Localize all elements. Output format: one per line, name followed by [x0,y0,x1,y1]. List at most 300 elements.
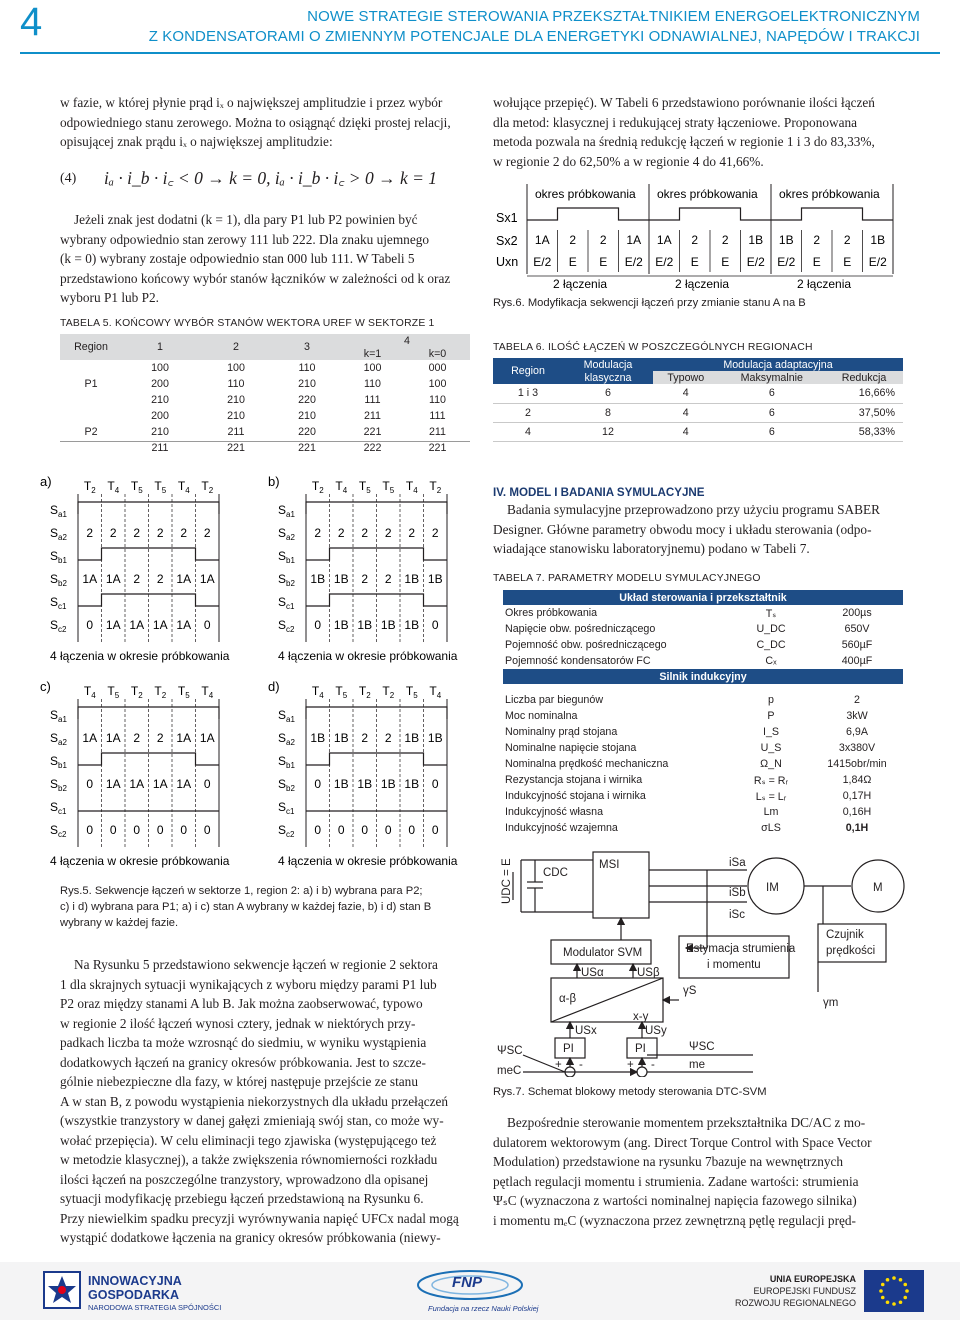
fig5-state-cell: 1B [404,777,420,791]
fig6-uxn-cell: E/2 [533,255,552,269]
table-cell: 37,50% [858,406,895,419]
me-feedback-label: me [689,1059,705,1071]
text-line: dulatorem wektorowym (ang. Direct Torque Control with Space Vector [493,1134,872,1150]
table-cell: 110 [428,394,447,406]
fig5-state-cell: 0 [109,823,117,837]
table-cell: Liczba par biegunów [505,694,604,706]
fig5-state-cell: 0 [431,618,439,632]
fig5-state-cell: 0 [384,823,392,837]
fig5-row-label: $S_{a1}$ [278,503,295,519]
fig5-row-label: $S_{b2}$ [278,572,295,588]
x-y-label: x-y [633,1011,649,1023]
table-cell: 6,9A [846,726,868,738]
equation-number: (4) [60,171,77,186]
table-cell: 650V [844,623,870,635]
text-line: metoda pozwala na średnią redukcję łączeń w regionie 1 i 3 do 83,33%, [493,134,875,149]
ig-line3: NARODOWA STRATEGIA SPÓJNOŚCI [88,1303,222,1312]
table5-header: 1 [157,341,163,353]
eu-star-icon [899,1278,903,1282]
msi-label: MSI [599,859,620,871]
fig5-state-cell: 2 [133,526,141,540]
table-cell: C_DC [756,639,786,651]
table5-header-region: Region [74,341,108,353]
fig5-state-cell: 2 [86,526,94,540]
header-rule [20,52,940,54]
fig5-state-cell: 2 [133,572,141,586]
fnp-subtitle: Fundacja na rzecz Nauki Polskiej [428,1304,539,1313]
fig5-transistor-label: $T_5$ [335,684,348,700]
fig5-state-cell: 2 [431,526,439,540]
table-cell: 111 [364,394,381,406]
text-line: przedstawiono końcowy wybór stanów łączników w zależności od k oraz [60,270,451,286]
caption-line: c) i d) wybrana para P1; a) i c) stan A wybrany w każdej fazie, b) i d) stan B [60,901,432,913]
fig5-transistor-label: $T_2$ [154,684,167,700]
fig5-panel-footer: 4 łączenia w okresie próbkowania [50,854,230,868]
fig5-state-cell: 2 [180,526,188,540]
fig5-state-cell: 1B [404,572,420,586]
fig5-panel-footer: 4 łączenia w okresie próbkowania [278,649,458,663]
fig5-state-cell: 1B [333,731,349,745]
table-cell: 210 [227,394,245,406]
fig6-uxn-cell: E [812,255,821,269]
text-line: Badania symulacyjne przeprowadzono przy użyciu programu SABER [507,502,880,517]
table-cell: Pojemność obw. pośredniczącego [505,639,667,651]
fig5-row-label: $S_{c2}$ [50,618,67,634]
table-cell: 210 [151,394,169,406]
fig6-sx2-cell: 2 [843,233,851,247]
fig6-sx2-cell: 2 [599,233,607,247]
fig5-transistor-label: $T_4$ [429,684,442,700]
fig5-state-cell: 1A [105,572,121,586]
fig6-sx2-cell: 1A [534,233,550,247]
ig-line1: INNOWACYJNA [88,1274,182,1288]
fig6-sx2-cell: 1B [870,233,886,247]
fig5-state-cell: 0 [431,823,439,837]
fig5-state-cell: 1A [152,618,168,632]
fig5-transistor-label: $T_4$ [201,684,214,700]
table5-group-label: P2 [84,426,98,438]
fig5-state-cell: 1B [427,572,443,586]
fig6-row-label: Sx1 [496,211,518,225]
table-cell: 110 [298,362,316,374]
table-cell: 211 [363,410,382,422]
text-line: gólnie niebezpieczne dla fazy, w której następuje przejście ze stanu [60,1074,418,1089]
text-line: A w stan B, z powodu wystąpienia niekorzystnych dla układu przełączeń [60,1093,449,1109]
cdc-label: CDC [543,867,568,879]
psisc-feedback-label: ΨSC [689,1041,715,1053]
fig5-state-cell: 0 [180,823,188,837]
table-cell: 12 [602,425,614,438]
table7-section: Silnik indukcyjny [659,670,747,683]
figure7 [493,842,913,1077]
table-cell: P [767,710,775,722]
fig5-state-cell: 2 [314,526,322,540]
header-title-line1: NOWE STRATEGIE STEROWANIA PRZEKSZTAŁTNIKIEM ENERGOELEKTRONICZNYM [307,8,920,25]
fig5-waveform [306,707,447,719]
eu-star-icon [892,1302,896,1306]
text-line: Designer. Główne parametry obwodu mocy i układu sterowania (odpo- [493,521,872,537]
table-cell: 210 [151,426,169,438]
table-cell: 1415obr/min [827,758,887,770]
fig5-state-cell: 0 [156,823,164,837]
text-line: odpowiedniego stanu zerowego. Można to osiągnąć dzięki prostej relacji, [60,114,451,130]
table-cell: 200µs [842,607,872,619]
fig5-row-label: $S_{a2}$ [50,731,67,747]
caption-line: Rys.5. Sekwencje łączeń w sektorze 1, region 2: a) i b) wybrana para P2; [60,885,423,897]
fig5-transistor-label: $T_4$ [311,684,324,700]
fig5-state-cell: 1A [176,618,192,632]
text-line: wiadające stanowisku laboratoryjnemu) podano w Tabeli 7. [493,541,810,556]
table-cell: U_DC [756,623,786,635]
fig5-state-cell: 1B [333,572,349,586]
fig5-transistor-label: $T_2$ [201,479,214,495]
fig5-state-cell: 2 [384,572,392,586]
fig5-row-label: $S_{c1}$ [50,595,67,611]
table-cell: 100 [363,362,382,374]
text-line: sytuacji modyfikację przebiegu łączeń przedstawioną na Rysunku 6. [60,1191,424,1206]
table5-group-label: P1 [84,378,98,390]
fig6-sx1-waveform [527,208,893,220]
fig5-row-label: $S_{b1}$ [50,754,67,770]
fig5-state-cell: 1B [404,731,420,745]
table-cell: 220 [298,426,316,438]
fig5-panel-tag: a) [40,474,52,489]
fig5-transistor-label: $T_5$ [107,684,120,700]
fig5-state-cell: 2 [384,526,392,540]
text-line: w metodzie klasycznej), a także zwiększenia równomierności rozkładu [60,1152,438,1167]
text-line: Modulation) przedstawione na rysunku 7bazuje na wewnętrznych [493,1154,844,1169]
table6-header: Redukcja [825,371,903,384]
text-line: wystąpić dodatkowe łączenia na granicy okresów próbkowania (niewy- [60,1230,441,1245]
sum-junction-torque [637,1067,647,1077]
table-cell: Tₛ [765,607,777,620]
figure5 [40,472,480,872]
text-line: (k = 0) wybrany zostaje odpowiednio stan 000 lub 111. W Tabeli 5 [60,251,415,266]
fig5-row-label: $S_{b2}$ [50,572,67,588]
usy-label: USy [645,1025,667,1037]
fig6-sx2-cell: 2 [569,233,577,247]
estimation-label-line1: Estymacja strumienia [686,943,796,955]
table-cell: 221 [298,442,316,454]
alpha-beta-label: α-β [559,993,577,1005]
ig-line2: GOSPODARKA [88,1288,179,1302]
table-cell: 0,17H [842,790,872,802]
fig5-row-label: $S_{b1}$ [50,549,67,565]
table6-header-region: Region [493,358,563,384]
table-cell: Okres próbkowania [505,607,598,619]
table5-bottom-rule [60,441,470,442]
table-cell: 6 [768,387,775,400]
fig6-uxn-cell: E [843,255,852,269]
fig5-transistor-label: $T_2$ [358,684,371,700]
table-cell: Lm [763,806,779,818]
table7-section: Układ sterowania i przekształtnik [619,591,787,604]
paragraph-intro [60,93,470,152]
fig5-state-cell: 0 [203,823,211,837]
fig5-row-label: $S_{b2}$ [50,777,67,793]
fig5-state-cell: 1A [176,572,192,586]
table-cell: 100 [428,378,447,390]
sensor-label-line2: prędkości [826,945,876,957]
table-cell: Indukcyjność wzajemna [505,822,618,834]
fig5-row-label: $S_{a2}$ [50,526,67,542]
table6-header: klasyczna [563,371,653,384]
fig6-uxn-cell: E [599,255,608,269]
table-cell: 221 [363,426,382,438]
isc-label: iSc [729,909,745,921]
fnp-label: FNP [452,1274,482,1291]
table-cell: 210 [298,410,316,422]
paragraph-section4 [493,500,903,559]
fig5-row-label: $S_{a2}$ [278,526,295,542]
fig6-uxn-cell: E [568,255,577,269]
fig6-uxn-cell: E [690,255,699,269]
fig6-sx2-cell: 2 [721,233,729,247]
fig5-state-cell: 1A [105,618,121,632]
table-cell: Rezystancja stojana i wirnika [505,774,643,786]
estimation-label-line2: i momentu [707,959,761,971]
fig5-state-cell: 1A [129,777,145,791]
fig5-state-cell: 2 [408,526,416,540]
paragraph-sign-rule [60,210,470,308]
table-cell: Nominalna prędkość mechaniczna [505,758,669,770]
eu-line1: UNIA EUROPEJSKA [769,1274,856,1284]
fig5-state-cell: 2 [337,526,345,540]
fig5-transistor-label: $T_2$ [83,479,96,495]
fig5-state-cell: 2 [203,526,211,540]
fig5-state-cell: 2 [109,526,117,540]
table7-caption: TABELA 7. PARAMETRY MODELU SYMULACYJNEGO [493,573,761,584]
caption-line: wybrany w każdej fazie. [60,917,179,929]
table-cell: 4 [682,387,689,400]
table-cell: 211 [428,426,447,438]
table-cell: U_S [760,742,782,754]
fig5-state-cell: 1A [152,777,168,791]
fig5-row-label: $S_{b1}$ [278,754,295,770]
table-cell: 0,16H [842,806,872,818]
table-cell: 16,66% [858,387,895,400]
fig5-transistor-label: $T_5$ [154,479,167,495]
fig5-state-cell: 1A [199,572,215,586]
fig5-state-cell: 1A [129,618,145,632]
table-cell: 3x380V [838,742,876,754]
minus-sign: - [651,1059,655,1071]
eu-line3: ROZWOJU REGIONALNEGO [734,1298,856,1308]
table5 [60,334,470,456]
text-line: padkach liczba ta może wzrosnąć do siedmiu, w wyniku wystąpienia [60,1035,427,1050]
pi1-label: PI [563,1043,574,1055]
fig5-row-label: $S_{c2}$ [50,823,67,839]
eu-star-icon [905,1289,909,1293]
fig6-uxn-cell: E [721,255,730,269]
minus-sign: - [579,1059,583,1071]
fig6-sx2-cell: 1A [626,233,642,247]
fig5-transistor-label: $T_4$ [107,479,120,495]
fig6-switch-label: 2 łączenia [675,277,730,291]
paragraph-figure5-discussion [60,955,470,1248]
text-line: wołać przepięcia). W celu eliminacji tego zjawiska (występującego też [60,1132,437,1148]
fig5-transistor-label: $T_5$ [358,479,371,495]
fig5-state-cell: 1B [427,731,443,745]
paragraph-table6-intro [493,93,903,171]
fig5-row-label: $S_{a2}$ [278,731,295,747]
fig6-window-label: okres próbkowania [657,187,758,201]
table5-header: k=1 [363,347,382,360]
table-cell: 110 [227,378,245,390]
psisc-ref-label: ΨSC [497,1045,523,1057]
table-cell: 400µF [841,655,873,667]
fig5-transistor-label: $T_4$ [177,479,190,495]
fig5-state-cell: 2 [133,731,141,745]
fig5-state-cell: 1A [105,731,121,745]
m-label: M [873,882,883,894]
text-line: Jeżeli znak jest dodatni (k = 1), dla pary P1 lub P2 powinien być [74,212,418,227]
fig5-row-label: $S_{b1}$ [278,549,295,565]
table-cell: 221 [428,442,447,454]
isb-label: iSb [729,887,746,899]
table-cell: Indukcyjność własna [505,806,604,818]
text-line: Przy niewielkim spadku precyzji wyrównywania napięć UFCx nadal mogą [60,1210,459,1226]
text-line: ilości łączeń na poszczególne tranzystory, wprowadzono dla opisanej [60,1171,429,1187]
fig5-state-cell: 1B [333,618,349,632]
fig5-state-cell: 2 [156,572,164,586]
fig6-uxn-cell: E/2 [777,255,796,269]
fig6-uxn-cell: E/2 [746,255,765,269]
fig5-transistor-label: $T_5$ [130,479,143,495]
im-label: IM [766,882,779,894]
table-cell: Nominalne napięcie stojana [505,742,637,754]
table-cell: 1 i 3 [517,387,539,400]
text-line: dodatkowych łączeń na granicy okresów próbkowania. Jest to szcze- [60,1054,426,1070]
isa-label: iSa [729,857,746,869]
fig5-transistor-label: $T_2$ [382,684,395,700]
fig5-state-cell: 1B [380,618,396,632]
section-title: IV. MODEL I BADANIA SYMULACYJNE [493,486,705,499]
table-cell: 58,33% [858,425,895,438]
usx-label: USx [575,1025,597,1037]
fig5-state-cell: 0 [203,618,211,632]
fig5-waveform [306,502,447,514]
table-cell: 111 [429,410,446,422]
fig5-state-cell: 1B [404,618,420,632]
table-cell: σLS [761,822,781,834]
fig5-state-cell: 1A [105,777,121,791]
table-cell: 6 [605,387,611,400]
fig5-transistor-label: $T_2$ [429,479,442,495]
paragraph-dtc-svm [493,1113,903,1230]
table-cell: 2 [854,694,860,706]
fig5-row-label: $S_{c2}$ [278,823,295,839]
table-cell: Pojemność kondensatorów FC [505,655,651,667]
table-cell: 100 [227,362,245,374]
fig5-state-cell: 2 [156,526,164,540]
text-line: P2 oraz między stanami A lub B. Jak można zaobserwować, typowo [60,996,423,1011]
fig5-state-cell: 1A [199,731,215,745]
fig5-panel-tag: c) [40,679,51,694]
table5-header: k=0 [428,347,447,360]
eu-star-icon [886,1278,890,1282]
gamma-m-label: γm [823,997,839,1009]
fig5-state-cell: 1B [310,572,326,586]
fig5-row-label: $S_{a1}$ [50,708,67,724]
table6 [493,358,903,442]
fig6-sx2-cell: 2 [691,233,699,247]
table-cell: 560µF [841,639,873,651]
text-line: w fazie, w której płynie prąd iₓ o największej amplitudzie i przez wybór [60,95,443,110]
fig5-row-label: $S_{c1}$ [278,800,295,816]
fig5-row-label: $S_{c2}$ [278,618,295,634]
eu-flag-icon [864,1270,924,1312]
fig5-state-cell: 0 [431,777,439,791]
table7 [503,590,903,836]
usa-label: USα [581,967,604,979]
fig5-state-cell: 0 [314,777,322,791]
fig6-switch-label: 2 łączenia [553,277,608,291]
table-cell: 6 [768,406,775,419]
fig5-state-cell: 1A [82,572,98,586]
table-cell: 1,84Ω [842,774,872,786]
eu-star-icon [881,1283,885,1287]
footer [0,1262,960,1320]
fig5-row-label: $S_{a1}$ [278,708,295,724]
fig5-panel-footer: 4 łączenia w okresie próbkowania [278,854,458,868]
figure6 [493,180,913,298]
table-cell: 222 [363,442,382,454]
pi2-label: PI [635,1043,646,1055]
text-line: wołujące przepięć). W Tabeli 6 przedstawiono porównanie ilości łączeń [493,95,875,110]
fig5-row-label: $S_{c1}$ [278,595,295,611]
table-cell: 3kW [846,710,868,722]
fig5-state-cell: 1A [176,777,192,791]
fig5-state-cell: 0 [314,618,322,632]
fig5-transistor-label: $T_4$ [83,684,96,700]
header-title-line2: Z KONDENSATORAMI O ZMIENNYM POTENCJALE DLA ENERGETYKI ODNAWIALNEJ, NAPĘDÓW I TRAKCJI [148,28,920,45]
fig5-state-cell: 2 [361,572,369,586]
text-line: wybrany odpowiednio stan zerowy 111 lub 222. Dla znaku ujemnego [60,231,430,247]
fig5-waveform [78,707,219,719]
fig6-row-label: Sx2 [496,234,518,248]
fig5-transistor-label: $T_2$ [311,479,324,495]
fig5-state-cell: 0 [133,823,141,837]
fig6-window-label: okres próbkowania [535,187,636,201]
table6-header: Maksymalnie [719,371,826,384]
fig6-switch-label: 2 łączenia [797,277,852,291]
fig5-transistor-label: $T_4$ [405,479,418,495]
eu-star-icon [899,1300,903,1304]
plus-sign: + [627,1059,634,1071]
fig5-row-label: $S_{b2}$ [278,777,295,793]
equation: iₐ · i_b · i꜀ < 0 → k = 0, iₐ · i_b · i꜀ > 0 → k = 1 [104,168,438,188]
fig5-waveform [78,502,219,514]
fig6-uxn-cell: E/2 [868,255,887,269]
table6-header: Typowo [653,371,719,384]
text-line: wyboru P1 lub P2. [60,290,159,305]
table-cell: 210 [227,410,245,422]
fig5-state-cell: 0 [86,618,94,632]
text-line: (wszystkie tranzystory w danej gałęzi zmieniają swój stan, co może wy- [60,1113,444,1128]
fig5-state-cell: 0 [86,823,94,837]
fig5-transistor-label: $T_4$ [335,479,348,495]
eu-star-icon [881,1296,885,1300]
table-cell: 211 [151,442,169,454]
fig5-state-cell: 1B [333,777,349,791]
fig5-state-cell: 0 [314,823,322,837]
figure7-caption: Rys.7. Schemat blokowy metody sterowania DTC-SVM [493,1086,767,1098]
usb-label: USβ [637,967,660,979]
table-cell: 2 [525,406,531,419]
fig6-window-label: okres próbkowania [779,187,880,201]
table-cell: Indukcyjność stojana i wirnika [505,790,646,802]
